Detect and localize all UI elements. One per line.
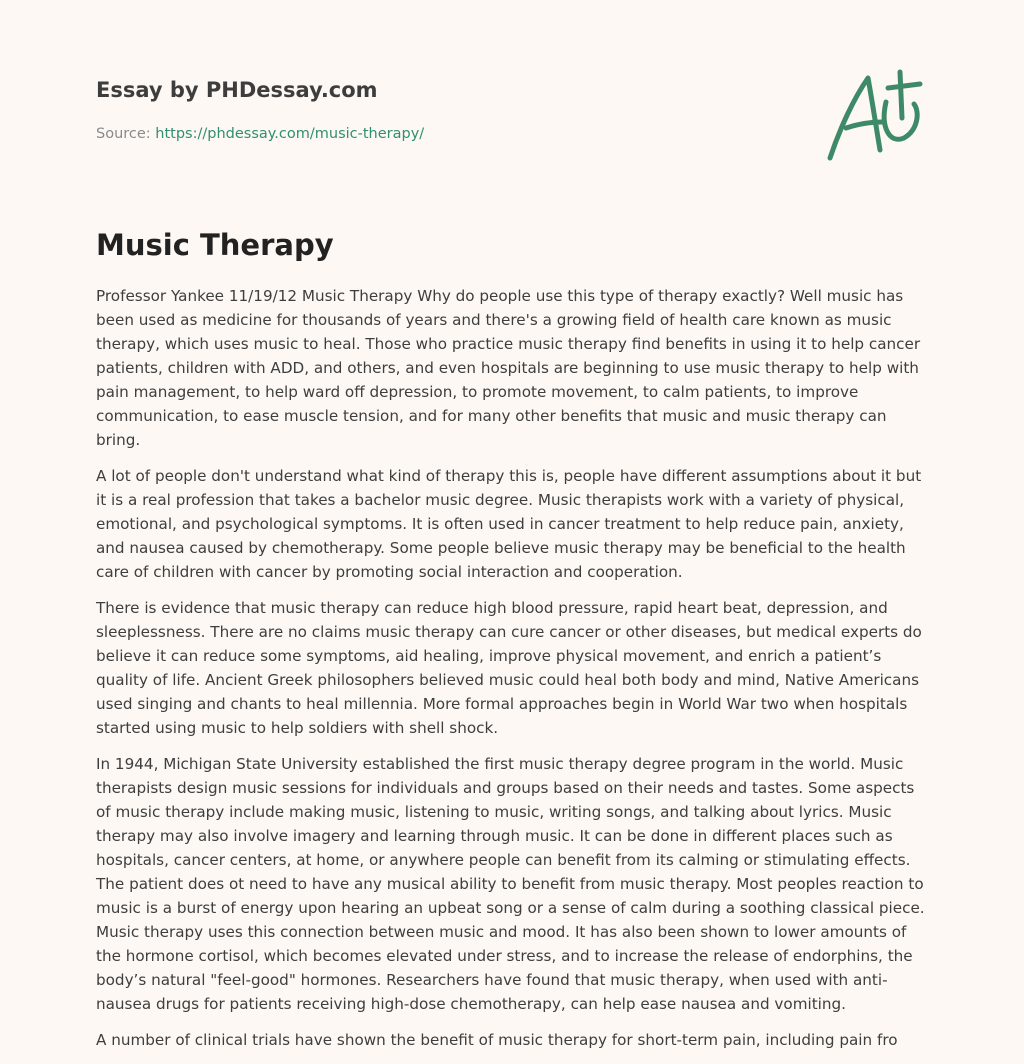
essay-paragraph: Professor Yankee 11/19/12 Music Therapy Why do people use this type of therapy exactly? Well music has been used as medicine for thousands of years and there's a growing field of health care known as music therapy, which uses music to heal. Those who practice music therapy find benefits in using it to help cancer patients, children with ADD, and others, and even hospitals are beginning to use music therapy to help with pain management, to help ward off depression, to promote movement, to calm patients, to improve communication, to ease muscle tension, and for many other benefits that music and music therapy can bring. — [96, 287, 921, 449]
essay-header — [96, 76, 696, 144]
essay-body — [96, 284, 932, 1064]
essay-paragraph: There is evidence that music therapy can reduce high blood pressure, rapid heart beat, depression, and sleeplessness. There are no claims music therapy can cure cancer or other diseases, but medical experts do believe it can reduce some symptoms, aid healing, improve physical movement, and enrich a patient’s quality of life. Ancient Greek philosophers believed music could heal both body and mind, Native Americans used singing and chants to heal millennia. More formal approaches begin in World War two when hospitals started using music to help soldiers with shell shock. — [96, 599, 922, 737]
source-label: Source: — [96, 126, 156, 142]
essay-paragraph: A number of clinical trials have shown the benefit of music therapy for short-term pain, including pain fro — [96, 1031, 898, 1049]
essay-paragraph: A lot of people don't understand what kind of therapy this is, people have different assumptions about it but it is a real profession that takes a bachelor music degree. Music therapists work with a variety of physical, emotional, and psychological symptoms. It is often used in cancer treatment to help reduce pain, anxiety, and nausea caused by chemotherapy. Some people believe music therapy may be beneficial to the health care of children with cancer by promoting social interaction and cooperation. — [96, 467, 922, 581]
essay-title: Music Therapy — [96, 228, 334, 262]
source-link[interactable]: https://phdessay.com/music-therapy/ — [155, 126, 425, 142]
site-brand: Essay by PHDessay.com — [96, 78, 378, 102]
a-plus-grade-icon — [820, 66, 930, 166]
essay-paragraph: In 1944, Michigan State University established the first music therapy degree program in the world. Music therapists design music sessions for individuals and groups based on their needs and tastes. Some aspects of music therapy include making music, listening to music, writing songs, and talking about lyrics. Music therapy may also involve imagery and learning through music. It can be done in different places such as hospitals, cancer centers, at home, or anywhere people can benefit from its calming or stimulating effects. The patient does ot need to have any musical ability to benefit from music therapy. Most peoples reaction to music is a burst of energy upon hearing an upbeat song or a sense of calm during a soothing classical piece. Music therapy uses this connection between music and mood. It has also been shown to lower amounts of the hormone cortisol, which becomes elevated under stress, and to increase the release of endorphins, the body’s natural "feel-good" hormones. Researchers have found that music therapy, when used with anti-nausea drugs for patients receiving high-dose chemotherapy, can help ease nausea and vomiting. — [96, 755, 925, 1013]
source-line — [96, 124, 696, 144]
